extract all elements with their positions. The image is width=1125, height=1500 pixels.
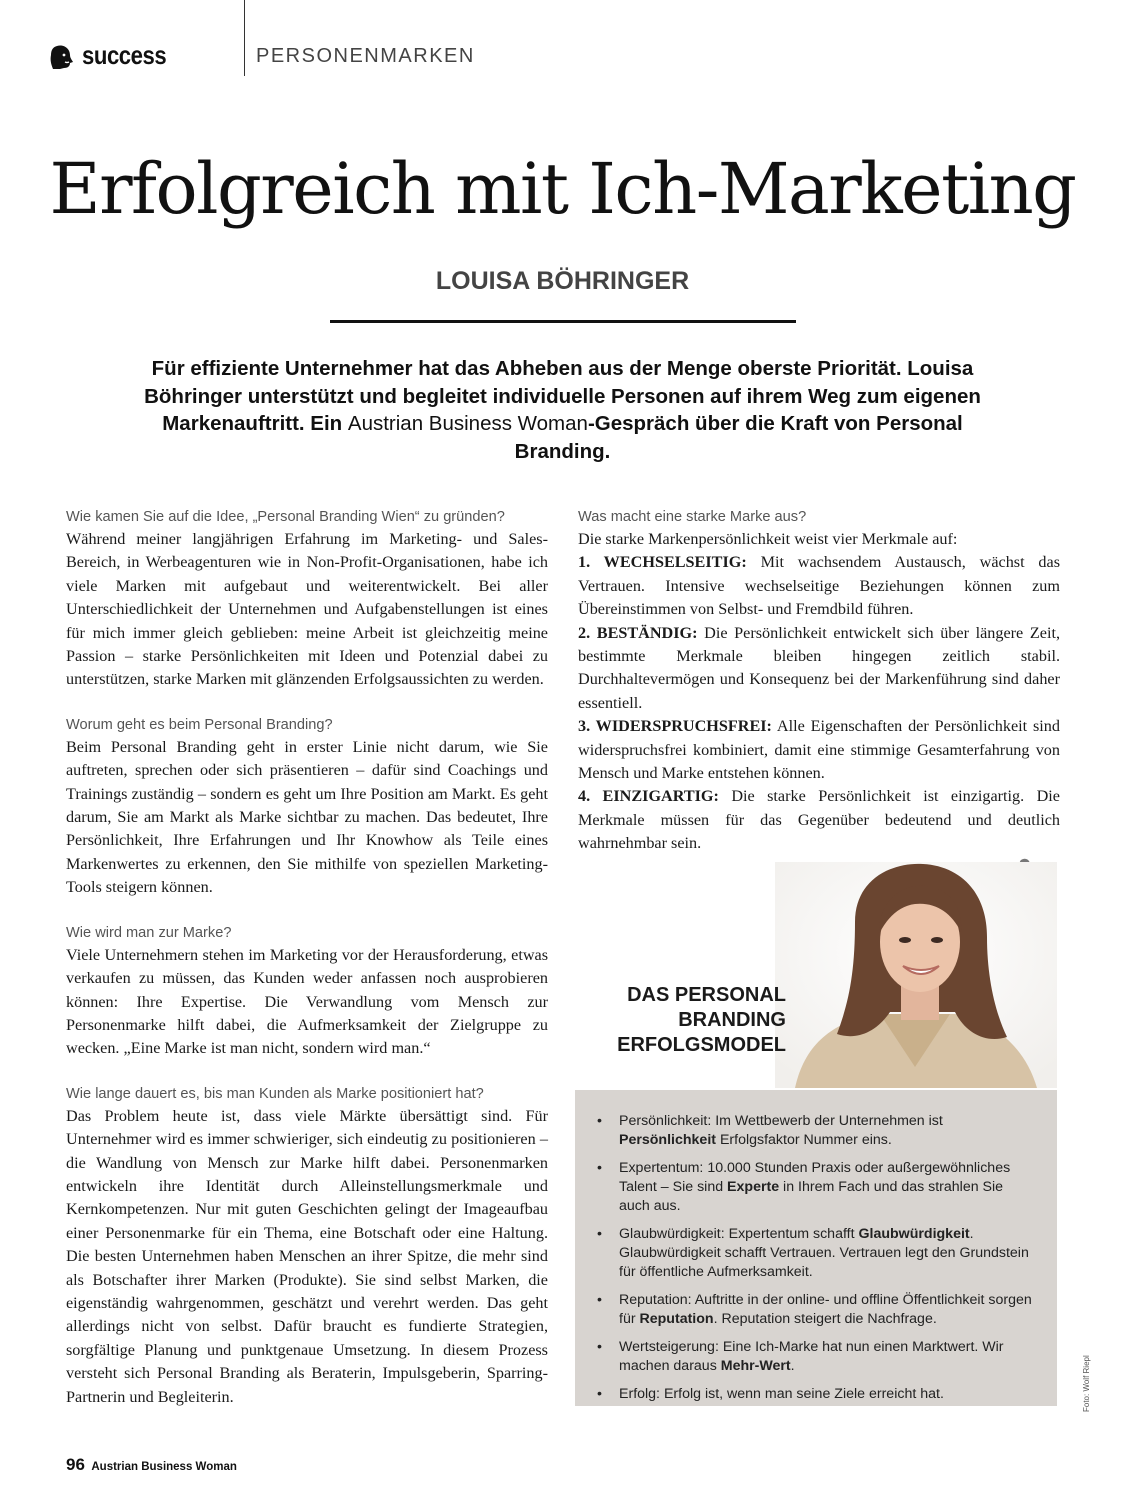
left-column: [66, 506, 548, 1431]
list-item: • Persönlichkeit: Im Wettbewerb der Unternehmen ist Persönlichkeit Erfolgsfaktor Nummer eins.: [597, 1112, 1033, 1150]
page-footer: [66, 1455, 237, 1475]
interview-answer: Viele Unternehmern stehen im Marketing vor der Herausforderung, etwas verkaufen zu müssen, das Kunden weder anfassen noch ausprobieren können: Ihre Expertise. Die Verwandlung vom Mensch zur Personenmarke hilft dabei, die Aufmerksamkeit der Zielgruppe zu wecken. „Eine Marke ist man nicht, sondern wird man.“: [66, 945, 548, 1058]
list-item: • Erfolg: Erfolg ist, wenn man seine Ziele erreicht hat.: [597, 1385, 1033, 1404]
brand-feature-label: 3. WIDERSPRUCHSFREI:: [578, 717, 772, 736]
photo-credit: Foto: Wolf Riepl: [1082, 1355, 1091, 1412]
list-item: • Reputation: Auftritte in der online- und offline Öffentlichkeit sorgen für Reputation. Reputation steigert die Nachfrage.: [597, 1291, 1033, 1329]
page-header: [48, 40, 475, 76]
interview-answer: Während meiner langjährigen Erfahrung im Marketing- und Sales-Bereich, in Werbeagenturen wie in Non-Profit-Organisationen, habe ich viele Marken mit aufgebaut und weiterentwickelt. Bei aller Unterschiedlichkeit der Unternehmen und Aufgabenstellungen ist eines für mich immer gleich geblieben: meine Arbeit ist gleichzeitig meine Passion – starke Persönlichkeiten mit Ideen und Potenzial dabei zu unterstützen, starke Marken mit glänzenden Erfolgsaussichten zu werden.: [66, 530, 548, 689]
brand-feature-label: 2. BESTÄNDIG:: [578, 623, 698, 642]
list-item: • Glaubwürdigkeit: Expertentum schafft Glaubwürdigkeit. Glaubwürdigkeit schafft Vertrauen. Vertrauen legt den Grundstein für öffentliche Aufmerksamkeit.: [597, 1225, 1033, 1282]
lead-magazine-name: Austrian Business Woman: [347, 412, 588, 435]
interview-question: Worum geht es beim Personal Branding?: [66, 716, 333, 733]
interview-question: Wie lange dauert es, bis man Kunden als Marke positioniert hat?: [66, 1085, 484, 1102]
interview-question: Wie wird man zur Marke?: [66, 924, 232, 941]
box-title-line: ERFOLGSMODEL: [617, 1034, 786, 1056]
brand-feature-text: Die starke Persönlichkeit ist einzigartig. Die Merkmale müssen für das Gegenüber bedeutend und deutlich wahrnehmbar sein.: [578, 787, 1060, 853]
brand-feature-label: 4. EINZIGARTIG:: [578, 787, 719, 806]
success-model-box: [575, 1090, 1057, 1406]
woman-profile-logo-icon: [48, 44, 74, 70]
list-item: • Wertsteigerung: Eine Ich-Marke hat nun einen Marktwert. Wir machen daraus Mehr-Wert.: [597, 1338, 1033, 1376]
brand-feature-text: Die Persönlichkeit entwickelt sich über längere Zeit, bestimmte Merkmale bleiben hingegen zeitlich stabil. Durchhaltevermögen und Konsequenz bei der Markenführung sind daher essentiell.: [578, 623, 1060, 712]
lead-text-2: -Gespräch über die Kraft von Personal Branding.: [514, 412, 963, 463]
page-number: 96: [66, 1455, 85, 1474]
article-lead: [130, 355, 995, 465]
brand-name: success: [82, 40, 167, 70]
brand-feature-item: [578, 551, 1060, 621]
brand-feature-item: [578, 622, 1060, 716]
brand-feature-item: [578, 785, 1060, 855]
header-divider: [244, 0, 245, 76]
box-title-line: DAS PERSONAL: [627, 984, 786, 1006]
box-title: [596, 983, 786, 1058]
author-divider: [330, 320, 796, 323]
brand-feature-label: 1. WECHSELSEITIG:: [578, 553, 747, 572]
success-model-list: [575, 1090, 1057, 1404]
article-author: LOUISA BÖHRINGER: [435, 267, 690, 295]
interview-question: Wie kamen Sie auf die Idee, „Personal Branding Wien“ zu gründen?: [66, 509, 505, 525]
publication-name: Austrian Business Woman: [91, 1461, 237, 1473]
brand-feature-item: [578, 715, 1060, 785]
right-column: [578, 506, 1060, 879]
portrait-illustration: [775, 862, 1057, 1088]
interview-answer-intro: Die starke Markenpersönlichkeit weist vier Merkmale auf:: [578, 530, 958, 548]
interview-question: Was macht eine starke Marke aus?: [578, 509, 807, 525]
box-title-line: BRANDING: [678, 1009, 786, 1031]
lead-text-1: Für effiziente Unternehmer hat das Abheben aus der Menge oberste Priorität. Louisa Böhringer unterstützt und begleitet individuelle Personen auf ihrem Weg zum eigenen Markenauftritt. Ein: [144, 357, 981, 435]
interview-answer: Beim Personal Branding geht in erster Linie nicht darum, wie Sie auftreten, sprechen oder sich präsentieren – dafür sind Coachings und Trainings zuständig – sondern es geht um Ihre Position am Markt. Es geht darum, Sie am Markt als Marke sichtbar zu machen. Das bedeutet, Ihre Persönlichkeit, Ihre Erfahrungen und Ihr Knowhow als Teile eines Markenwertes zu erkennen, den Sie mithilfe von speziellen Marketing-Tools steigern können.: [66, 737, 548, 897]
list-item: • Expertentum: 10.000 Stunden Praxis oder außergewöhnliches Talent – Sie sind Experte in Ihrem Fach und das strahlen Sie auch aus.: [597, 1159, 1033, 1216]
brand-feature-text: Mit wachsendem Austausch, wächst das Vertrauen. Intensive wechselseitige Beziehungen können zum Übereinstimmen von Selbst- und Fremdbild führen.: [578, 553, 1061, 619]
section-label: PERSONENMARKEN: [256, 45, 475, 67]
brand-feature-text: Alle Eigenschaften der Persönlichkeit sind widerspruchsfrei kombiniert, damit eine stimmige Gesamterfahrung von Mensch und Marke entstehen können.: [578, 717, 1060, 783]
interview-answer: Das Problem heute ist, dass viele Märkte übersättigt sind. Für Unternehmer wird es immer schwieriger, sich eindeutig zu positionieren – die Wandlung von Mensch zur Marke hilft dabei. Personenmarken entwickeln ihre Identität durch Alleinstellungsmerkmale und Kernkompetenzen. Nur mit guten Geschichten gelingt der Imageaufbau einer Personenmarke für ein Thema, eine Botschaft oder eine Haltung. Die besten Unternehmen haben Menschen an ihrer Spitze, die mehr sind als Botschafter ihrer Marken (Produkte). Sie sind selbst Marken, die eigenständig wahrgenommen, geschätzt und verehrt werden. Das geht allerdings nicht von selbst. Dafür braucht es fundierte Strategien, sorgfältige Planung und punktgenaue Umsetzung. In diesem Prozess versteht sich Personal Branding als Beraterin, Impulsgeberin, Sparring-Partnerin und Begleiterin.: [66, 1106, 548, 1406]
article-title: Erfolgreich mit Ich-Marketing: [49, 148, 1076, 230]
